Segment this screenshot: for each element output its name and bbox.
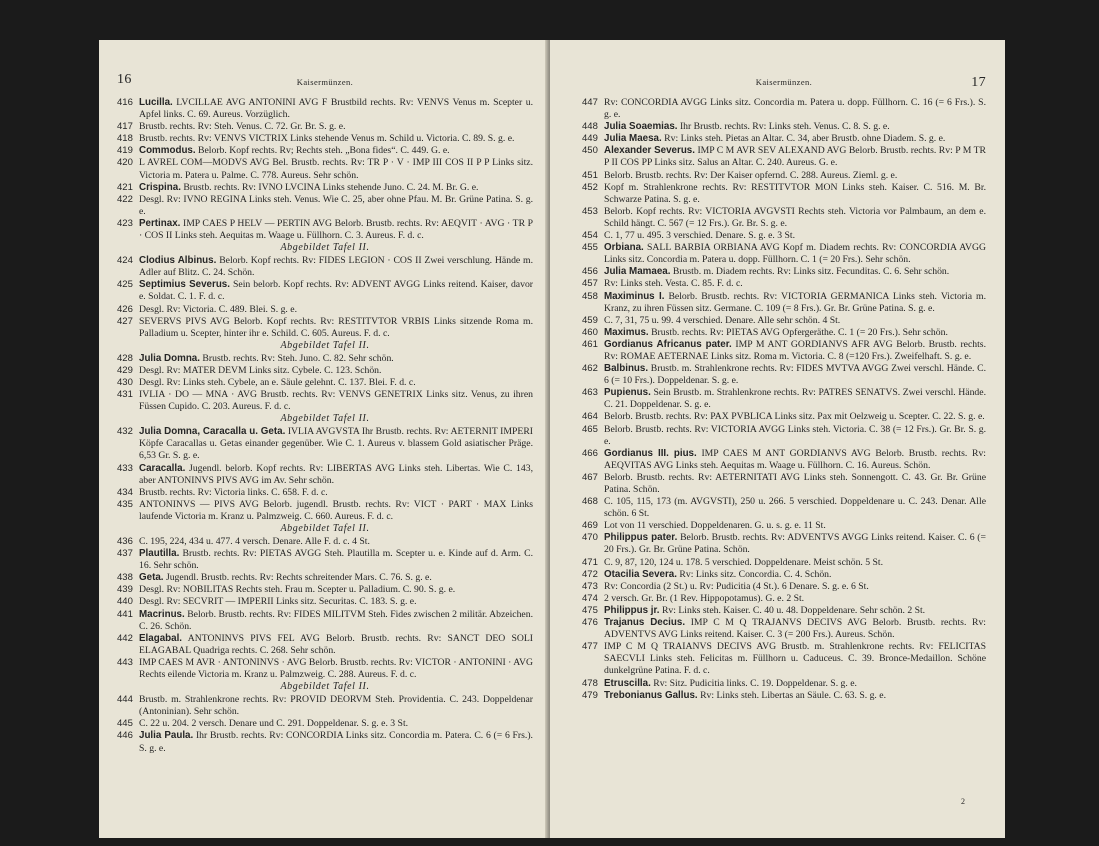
catalog-entry xyxy=(117,255,533,279)
catalog-entry xyxy=(117,718,533,730)
entry-number: 474 xyxy=(582,592,598,604)
catalog-entry xyxy=(117,536,533,548)
entry-number: 438 xyxy=(117,572,133,584)
entry-number: 471 xyxy=(582,556,598,568)
entry-description: C. 22 u. 204. 2 versch. Denare und C. 291. Doppeldenar. S. g. e. 3 St. xyxy=(139,718,409,730)
catalog-entry xyxy=(582,339,986,363)
entry-description: Brustb. m. Diadem rechts. Rv: Links sitz. Fecunditas. C. 6. Sehr schön. xyxy=(672,266,950,278)
entry-number: 463 xyxy=(582,387,598,399)
entry-description: C. 9, 87, 120, 124 u. 178. 5 verschied. Doppeldenare. Meist schön. 5 St. xyxy=(604,556,884,568)
right-page xyxy=(550,40,1005,838)
entry-number: 441 xyxy=(117,608,133,620)
entry-description: IMP CAES P HELV — PERTIN AVG Belorb. Brustb. rechts. Rv: AEQVIT · AVG · TR P · COS II Links steh. Aequitas m. Waage u. Füllhorn. C. 3. Aureus. F. d. c. xyxy=(139,217,533,242)
ruler-name: Trebonianus Gallus. xyxy=(604,689,698,701)
ruler-name: Crispina. xyxy=(139,181,181,193)
left-running-title: Kaisermünzen. xyxy=(296,77,354,87)
entry-number: 435 xyxy=(117,498,133,510)
signature-mark: 2 xyxy=(961,797,965,806)
entry-number: 472 xyxy=(582,568,598,580)
entry-description: Sein Brustb. m. Strahlenkrone rechts. Rv: PATRES SENATVS. Zwei verschl. Hände. C. 21. Doppeldenar. S. g. e. xyxy=(604,387,987,411)
entry-number: 460 xyxy=(582,326,598,338)
entry-description: IVLIA AVGVSTA Ihr Brustb. rechts. Rv: AETERNIT IMPERI Köpfe Caracallas u. Getas einander gegenüber. Wie C. 1. Aureus v. blassem Gold asiatischer Präge. 6,53 Gr. S. g. e. xyxy=(139,426,534,462)
ruler-name: Elagabal. xyxy=(139,632,183,644)
catalog-entry xyxy=(582,315,986,327)
entry-number: 478 xyxy=(582,677,598,689)
entry-number: 448 xyxy=(582,121,598,133)
ruler-name: Balbinus. xyxy=(604,363,649,375)
catalog-entry xyxy=(582,593,986,605)
ruler-name: Orbiana. xyxy=(604,242,644,254)
catalog-entry xyxy=(117,633,533,657)
catalog-entry xyxy=(117,194,533,218)
catalog-entry xyxy=(117,353,533,365)
entry-number: 462 xyxy=(582,363,598,375)
entry-description: Brustb. rechts. Rv: Victoria links. C. 658. F. d. c. xyxy=(139,486,328,498)
ruler-name: Septimius Severus. xyxy=(139,279,230,291)
left-page-header xyxy=(117,72,533,95)
entry-description: ANTONINVS PIVS FEL AVG Belorb. Brustb. rechts. Rv: SANCT DEO SOLI ELAGABAL Quadriga rechts. C. 268. Sehr schön. xyxy=(139,632,534,656)
entry-number: 431 xyxy=(117,389,133,401)
entry-description: Belorb. Brustb. rechts. Rv: VICTORIA AVGG Links steh. Victoria. C. 38 (= 12 Frs.). Gr. Br. S. g. e. xyxy=(604,423,986,447)
entry-description: LVCILLAE AVG ANTONINI AVG F Brustbild rechts. Rv: VENVS Venus m. Scepter u. Apfel links. C. 69. Aureus. Vorzüglich. xyxy=(139,97,533,121)
entry-description: Belorb. Brustb. rechts. Rv: VICTORIA GERMANICA Links steh. Victoria m. Kranz, zu ihren Füssen sitz. Germane. C. 109 (= 8 Frs.). Gr. Br. Grüne Patina. S. g. e. xyxy=(604,290,987,314)
entry-description: Ihr Brustb. rechts. Rv: Links steh. Venus. C. 8. S. g. e. xyxy=(679,121,890,133)
catalog-entry xyxy=(117,730,533,754)
catalog-entry xyxy=(582,206,986,230)
entry-number: 417 xyxy=(117,121,133,133)
entry-number: 426 xyxy=(117,303,133,315)
entry-number: 434 xyxy=(117,486,133,498)
entry-description: IMP C M AVR SEV ALEXAND AVG Belorb. Brustb. rechts. Rv: P M TR P II COS PP Links sitz. Salus an Altar. C. 240. Aureus. G. e. xyxy=(604,145,986,169)
catalog-entry xyxy=(582,496,986,520)
entry-description: C. 1, 77 u. 495. 3 verschied. Denare. S. g. e. 3 St. xyxy=(604,230,796,242)
ruler-name: Lucilla. xyxy=(139,97,173,108)
ruler-name: Etruscilla. xyxy=(604,677,651,689)
entry-description: Rv: Links steh. Vesta. C. 85. F. d. c. xyxy=(604,278,743,290)
entry-number: 475 xyxy=(582,604,598,616)
entry-description: SALL BARBIA ORBIANA AVG Kopf m. Diadem rechts. Rv: CONCORDIA AVGG Links sitz. Concordia m. Patera u. dopp. Füllhorn. C. 1 (= 20 Frs.). Sehr schön. xyxy=(604,242,987,266)
catalog-entry xyxy=(117,304,533,316)
entry-number: 418 xyxy=(117,133,133,145)
entry-description: Brustb. rechts. Rv: IVNO LVCINA Links stehende Juno. C. 24. M. Br. G. e. xyxy=(183,181,479,193)
ruler-name: Julia Soaemias. xyxy=(604,121,678,133)
ruler-name: Pupienus. xyxy=(604,387,651,399)
entry-number: 476 xyxy=(582,617,598,629)
entry-description: Rv: Links steh. Kaiser. C. 40 u. 48. Doppeldenare. Sehr schön. 2 St. xyxy=(661,604,926,616)
catalog-entry xyxy=(582,557,986,569)
entry-description: 2 versch. Gr. Br. (1 Rev. Hippopotamus). G. e. 2 St. xyxy=(604,592,805,604)
ruler-name: Julia Paula. xyxy=(139,730,194,742)
catalog-entry xyxy=(582,363,986,387)
entry-number: 430 xyxy=(117,376,133,388)
catalog-entry xyxy=(582,641,986,677)
entry-number: 450 xyxy=(582,145,598,157)
right-page-number: 17 xyxy=(971,75,986,90)
entry-description: Desgl. Rv: SECVRIT — IMPERII Links sitz. Securitas. C. 183. S. g. e. xyxy=(139,596,417,608)
entry-number: 479 xyxy=(582,689,598,701)
ruler-name: Geta. xyxy=(139,572,164,584)
entry-number: 469 xyxy=(582,520,598,532)
entry-number: 442 xyxy=(117,632,133,644)
entry-description: Jugendl. belorb. Kopf rechts. Rv: LIBERTAS AVG Links steh. Libertas. Wie C. 143, aber ANTONINVS PIVS AVG im Av. Sehr schön. xyxy=(139,462,533,486)
catalog-entry xyxy=(582,145,986,169)
catalog-entry xyxy=(117,145,533,157)
entry-description: Desgl. Rv: IVNO REGINA Links steh. Venus. Wie C. 25, aber ohne Pfau. M. Br. Grüne Patina. S. g. e. xyxy=(139,193,533,217)
catalog-entry xyxy=(117,279,533,303)
entry-number: 421 xyxy=(117,181,133,193)
catalog-entry xyxy=(117,548,533,572)
entry-description: Belorb. Brustb. rechts. Rv: FIDES MILITVM Steh. Fides zwischen 2 militär. Abzeichen. C. 26. Schön. xyxy=(139,608,533,632)
entry-number: 439 xyxy=(117,584,133,596)
catalog-entry xyxy=(582,520,986,532)
ruler-name: Gordianus Africanus pater. xyxy=(604,338,732,350)
catalog-entry xyxy=(582,121,986,133)
entry-description: Desgl. Rv: Victoria. C. 489. Blei. S. g. e. xyxy=(139,303,297,315)
ruler-name: Clodius Albinus. xyxy=(139,255,217,267)
entry-number: 467 xyxy=(582,471,598,483)
catalog-entry xyxy=(117,218,533,242)
catalog-entry xyxy=(117,609,533,633)
ruler-name: Otacilia Severa. xyxy=(604,568,677,580)
ruler-name: Julia Domna. xyxy=(139,352,200,364)
ruler-name: Pertinax. xyxy=(139,217,181,229)
catalog-entry xyxy=(582,242,986,266)
entry-description: Rv: Links sitz. Concordia. C. 4. Schön. xyxy=(679,568,832,580)
catalog-entry xyxy=(117,377,533,389)
entry-number: 461 xyxy=(582,338,598,350)
entry-description: Brustb. rechts. Rv: VENVS VICTRIX Links stehende Venus m. Schild u. Victoria. C. 89. S. g. e. xyxy=(139,133,515,145)
catalog-entry xyxy=(582,133,986,145)
ruler-name: Trajanus Decius. xyxy=(604,617,686,629)
ruler-name: Philippus jr. xyxy=(604,604,660,616)
ruler-name: Philippus pater. xyxy=(604,532,678,544)
entry-number: 446 xyxy=(117,730,133,742)
ruler-name: Julia Maesa. xyxy=(604,133,662,145)
entry-description: IMP CAES M ANT GORDIANVS AVG Belorb. Brustb. rechts. Rv: AEQVITAS AVG Links steh. Aequitas m. Waage u. Füllhorn. C. 16. Aureus. Schön. xyxy=(604,447,986,471)
ruler-name: Maximinus I. xyxy=(604,290,665,302)
entry-number: 449 xyxy=(582,133,598,145)
ruler-name: Alexander Severus. xyxy=(604,145,695,157)
entry-number: 437 xyxy=(117,548,133,560)
entry-number: 477 xyxy=(582,641,598,653)
catalog-entry xyxy=(582,97,986,121)
entry-description: ANTONINVS — PIVS AVG Belorb. jugendl. Brustb. rechts. Rv: VICT · PART · MAX Links laufende Victoria m. Kranz u. Palmzweig. C. 660. Aureus. F. d. c. xyxy=(139,498,533,522)
entry-number: 425 xyxy=(117,279,133,291)
catalog-entry xyxy=(582,278,986,290)
catalog-entry xyxy=(582,170,986,182)
ruler-name: Plautilla. xyxy=(139,548,180,560)
entry-description: Belorb. Brustb. rechts. Rv: PAX PVBLICA Links sitz. Pax mit Oelzweig u. Scepter. C. 22. S. g. e. xyxy=(604,411,985,423)
entry-number: 444 xyxy=(117,694,133,706)
ruler-name: Macrinus. xyxy=(139,608,185,620)
ruler-name: Caracalla. xyxy=(139,462,186,474)
entry-number: 464 xyxy=(582,411,598,423)
catalog-entry xyxy=(582,387,986,411)
catalog-entry xyxy=(117,499,533,523)
entry-number: 423 xyxy=(117,217,133,229)
entry-number: 473 xyxy=(582,580,598,592)
catalog-entry xyxy=(117,365,533,377)
entry-number: 470 xyxy=(582,532,598,544)
catalog-entry xyxy=(117,596,533,608)
catalog-entry xyxy=(582,569,986,581)
entry-number: 456 xyxy=(582,266,598,278)
left-entry-list xyxy=(117,97,533,755)
entry-description: IMP CAES M AVR · ANTONINVS · AVG Belorb. Brustb. rechts. Rv: VICTOR · ANTONINI · AVG Rechts eilende Victoria m. Kranz u. Palmzweig. C. 288. Aureus. F. d. c. xyxy=(139,656,533,681)
catalog-entry xyxy=(117,121,533,133)
catalog-entry xyxy=(117,389,533,413)
entry-description: Rv: Links steh. Pietas an Altar. C. 34, aber Brustb. ohne Diadem. S. g. e. xyxy=(664,133,946,145)
entry-description: Rv: Links steh. Libertas an Säule. C. 63. S. g. e. xyxy=(700,689,886,701)
entry-description: SEVERVS PIVS AVG Belorb. Kopf rechts. Rv: RESTITVTOR VRBIS Links sitzende Roma m. Palladium u. Scepter, hinter ihr e. Schild. C. 605. Aureus. F. d. c. xyxy=(139,315,533,339)
entry-description: IMP C M Q TRAIANVS DECIVS AVG Brustb. m. Strahlenkrone rechts. Rv: FELICITAS SAECVLI Links steh. Felicitas m. Füllhorn u. Caduceus. C. 39. Bronce-Medaillon. Schöne dunkelgrüne Patina. F. d. c. xyxy=(604,641,986,677)
entry-number: 468 xyxy=(582,496,598,508)
entry-number: 451 xyxy=(582,169,598,181)
catalog-entry xyxy=(117,97,533,121)
entry-number: 443 xyxy=(117,656,133,668)
entry-number: 445 xyxy=(117,718,133,730)
catalog-entry xyxy=(117,657,533,681)
right-entry-list xyxy=(582,97,986,702)
entry-number: 429 xyxy=(117,364,133,376)
left-page-number: 16 xyxy=(117,72,132,87)
entry-description: C. 105, 115, 173 (m. AVGVSTI), 250 u. 266. 5 verschied. Doppeldenare u. C. 243. Denar. Alle schön. 6 St. xyxy=(604,496,986,520)
catalog-entry xyxy=(582,266,986,278)
catalog-entry xyxy=(117,133,533,145)
entry-description: Belorb. Kopf rechts. Rv; Rechts steh. „Bona fides“. C. 449. G. e. xyxy=(198,145,450,157)
catalog-entry xyxy=(582,230,986,242)
catalog-entry xyxy=(582,327,986,339)
catalog-entry xyxy=(582,532,986,556)
entry-description: Belorb. Brustb. rechts. Rv: Der Kaiser opfernd. C. 288. Aureus. Zieml. g. e. xyxy=(604,169,898,181)
entry-description: Jugendl. Brustb. rechts. Rv: Rechts schreitender Mars. C. 76. S. g. e. xyxy=(165,572,432,584)
entry-description: Ihr Brustb. rechts. Rv: CONCORDIA Links sitz. Concordia m. Patera. C. 6 (= 6 Frs.). S. g. e. xyxy=(139,730,533,754)
entry-number: 440 xyxy=(117,596,133,608)
entry-description: Rv: Sitz. Pudicitia links. C. 19. Doppeldenar. S. g. e. xyxy=(653,677,857,689)
entry-number: 419 xyxy=(117,145,133,157)
entry-description: Belorb. Brustb. rechts. Rv: ADVENTVS AVGG Links reitend. Kaiser. C. 6 (= 20 Frs.). Gr. Br. Grüne Patina. Schön. xyxy=(604,532,986,556)
entry-description: C. 195, 224, 434 u. 477. 4 versch. Denare. Alle F. d. c. 4 St. xyxy=(139,536,370,547)
catalog-entry xyxy=(117,316,533,340)
catalog-entry xyxy=(117,694,533,718)
entry-description: Brustb. rechts. Rv: Steh. Venus. C. 72. Gr. Br. S. g. e. xyxy=(139,121,346,133)
entry-description: Brustb. rechts. Rv: PIETAS AVGG Steh. Plautilla m. Scepter u. e. Kinde auf d. Arm. C. 16. Sehr schön. xyxy=(139,548,534,572)
entry-description: IMP M ANT GORDIANVS AFR AVG Belorb. Brustb. rechts. Rv: ROMAE AETERNAE Links sitz. Roma m. Victoria. C. 8 (=120 Frs.). Zweifelhaft. S. g. e. xyxy=(604,338,986,362)
entry-number: 455 xyxy=(582,242,598,254)
entry-description: Desgl. Rv: NOBILITAS Rechts steh. Frau m. Scepter u. Palladium. C. 90. S. g. e. xyxy=(139,584,456,596)
catalog-entry xyxy=(582,605,986,617)
catalog-entry xyxy=(117,572,533,584)
entry-description: Rv: Concordia (2 St.) u. Rv: Pudicitia (4 St.). 6 Denare. S. g. e. 6 St. xyxy=(604,580,869,592)
entry-number: 428 xyxy=(117,352,133,364)
entry-number: 466 xyxy=(582,447,598,459)
entry-number: 432 xyxy=(117,426,133,438)
entry-description: IVLIA · DO — MNA · AVG Brustb. rechts. Rv: VENVS GENETRIX Links sitz. Venus, zu ihren Füssen Cupido. C. 203. Aureus. F. d. c. xyxy=(139,389,533,413)
catalog-entry xyxy=(582,448,986,472)
entry-description: Belorb. Brustb. rechts. Rv: AETERNITATI AVG Links steh. Sonnengott. C. 43. Gr. Br. Grüne Patina. Schön. xyxy=(604,471,986,495)
entry-number: 420 xyxy=(117,157,133,169)
entry-description: Lot von 11 verschied. Doppeldenaren. G. u. s. g. e. 11 St. xyxy=(604,520,826,532)
entry-number: 465 xyxy=(582,423,598,435)
entry-number: 427 xyxy=(117,315,133,327)
catalog-entry xyxy=(582,472,986,496)
entry-description: Sein belorb. Kopf rechts. Rv: ADVENT AVGG Links reitend. Kaiser, davor e. Soldat. C. 1. F. d. c. xyxy=(139,279,534,303)
catalog-entry xyxy=(582,424,986,448)
entry-number: 424 xyxy=(117,255,133,267)
entry-description: IMP C M Q TRAJANVS DECIVS AVG Belorb. Brustb. rechts. Rv: ADVENTVS AVG Links reitend. Kaiser. C. 3 (= 200 Frs.). Aureus. Schön. xyxy=(604,617,986,641)
entry-number: 458 xyxy=(582,290,598,302)
catalog-entry xyxy=(582,617,986,641)
entry-number: 447 xyxy=(582,97,598,108)
entry-number: 416 xyxy=(117,97,133,108)
entry-number: 452 xyxy=(582,181,598,193)
entry-description: Desgl. Rv: Links steh. Cybele, an e. Säule gelehnt. C. 137. Blei. F. d. c. xyxy=(139,376,416,388)
ruler-name: Commodus. xyxy=(139,145,196,157)
plate-reference: Abgebildet Tafel II. xyxy=(280,339,370,351)
catalog-entry xyxy=(117,584,533,596)
catalog-entry xyxy=(117,463,533,487)
catalog-entry xyxy=(117,157,533,181)
catalog-entry xyxy=(582,678,986,690)
entry-description: Belorb. Kopf rechts. Rv: FIDES LEGION · COS II Zwei verschlung. Hände m. Adler auf Blitz. C. 24. Schön. xyxy=(139,255,534,279)
entry-description: C. 7, 31, 75 u. 99. 4 verschied. Denare. Alle sehr schön. 4 St. xyxy=(604,314,841,326)
ruler-name: Julia Mamaea. xyxy=(604,266,671,278)
catalog-entry xyxy=(117,426,533,462)
entry-description: Belorb. Kopf rechts. Rv: VICTORIA AVGVSTI Rechts steh. Victoria vor Palmbaum, an dem e. Schild hängt. C. 567 (= 12 Frs.). Gr. Br. S. g. e. xyxy=(604,205,986,229)
ruler-name: Julia Domna, Caracalla u. Geta. xyxy=(139,426,286,438)
entry-description: Brustb. m. Strahlenkrone rechts. Rv: FIDES MVTVA AVGG Zwei verschl. Hände. C. 6 (= 10 Frs.). Doppeldenar. S. g. e. xyxy=(604,363,986,387)
catalog-entry xyxy=(582,291,986,315)
entry-description: Brustb. rechts. Rv: Steh. Juno. C. 82. Sehr schön. xyxy=(202,352,394,364)
entry-description: Brustb. m. Strahlenkrone rechts. Rv: PROVID DEORVM Steh. Providentia. C. 243. Doppeldenar (Antoninian). Sehr schön. xyxy=(139,694,533,718)
catalog-entry xyxy=(582,411,986,423)
entry-description: Brustb. rechts. Rv: PIETAS AVG Opfergeräthe. C. 1 (= 20 Frs.). Sehr schön. xyxy=(651,326,948,338)
plate-reference: Abgebildet Tafel II. xyxy=(280,681,370,693)
entry-description: Kopf m. Strahlenkrone rechts. Rv: RESTITVTOR MON Links steh. Kaiser. C. 516. M. Br. Schwarze Patina. S. g. e. xyxy=(604,181,986,205)
plate-reference: Abgebildet Tafel II. xyxy=(280,413,370,425)
entry-number: 436 xyxy=(117,536,133,547)
catalog-entry xyxy=(582,690,986,702)
entry-number: 422 xyxy=(117,193,133,205)
entry-number: 433 xyxy=(117,462,133,474)
right-page-header xyxy=(582,77,986,95)
catalog-entry xyxy=(582,182,986,206)
catalog-entry xyxy=(117,487,533,499)
catalog-entry xyxy=(582,581,986,593)
catalog-entry xyxy=(117,182,533,194)
entry-number: 453 xyxy=(582,205,598,217)
entry-number: 457 xyxy=(582,278,598,290)
ruler-name: Gordianus III. pius. xyxy=(604,447,697,459)
entry-description: Desgl. Rv: MATER DEVM Links sitz. Cybele. C. 123. Schön. xyxy=(139,364,382,376)
entry-number: 454 xyxy=(582,230,598,242)
entry-description: L AVREL COM—MODVS AVG Bel. Brustb. rechts. Rv: TR P · V · IMP III COS II P P Links sitz. Victoria m. Patera u. Palme. C. 778. Aureus. Sehr schön. xyxy=(139,157,533,181)
entry-description: Rv: CONCORDIA AVGG Links sitz. Concordia m. Patera u. dopp. Füllhorn. C. 16 (= 6 Frs.). S. g. e. xyxy=(604,97,986,121)
entry-number: 459 xyxy=(582,314,598,326)
plate-reference: Abgebildet Tafel II. xyxy=(280,242,370,254)
right-running-title: Kaisermünzen. xyxy=(755,77,813,87)
left-page xyxy=(99,40,549,838)
ruler-name: Maximus. xyxy=(604,326,649,338)
plate-reference: Abgebildet Tafel II. xyxy=(280,523,370,534)
